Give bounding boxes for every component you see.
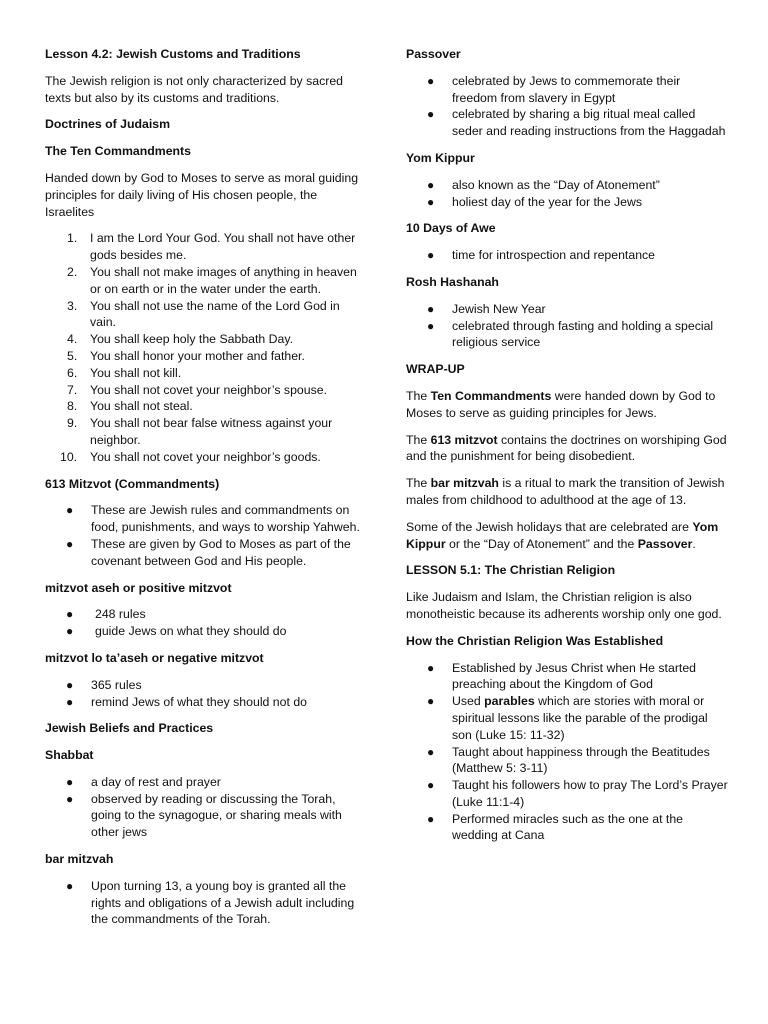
list-item [406,247,728,264]
list-number: 2. [67,264,78,279]
bullet-icon: ● [427,694,435,709]
list-number: 4. [67,332,78,347]
list-text: celebrated by sharing a big ritual meal called seder and reading instructions from the Haggadah [452,107,726,139]
list-item [406,777,728,811]
rosh-hashanah-heading: Rosh Hashanah [406,274,499,289]
list-item [406,660,728,694]
list-text: guide Jews on what they should do [95,624,287,639]
bullet-icon: ● [427,177,435,192]
wrap-up-paragraph: The 613 mitzvot contains the doctrines on worshiping God and the punishment for being disobedient. [406,432,727,464]
list-text: You shall not covet your neighbor’s goods. [90,449,321,464]
bar-mitzvah-heading: bar mitzvah [45,852,114,867]
bullet-icon: ● [427,778,435,793]
lesson-5-1-heading: LESSON 5.1: The Christian Religion [406,563,616,578]
mitzvot-list [45,502,365,569]
intro-paragraph: The Jewish religion is not only characterized by sacred texts but also by its customs and traditions. [45,73,344,105]
bullet-icon: ● [427,301,435,316]
list-item [406,106,728,140]
bullet-icon: ● [427,318,435,333]
wrap-up-paragraph: The Ten Commandments were handed down by God to Moses to serve as guiding principles for Jews. [406,388,716,420]
list-number: 9. [67,416,78,431]
list-text: Jewish New Year [452,301,546,316]
bar-mitzvah-list [45,878,365,928]
list-text: observed by reading or discussing the Torah, going to the synagogue, or sharing meals with other jews [91,791,342,840]
established-heading: How the Christian Religion Was Established [406,633,664,648]
list-text: I am the Lord Your God. You shall not have other gods besides me. [90,231,356,263]
bullet-icon: ● [66,791,74,806]
list-text: These are given by God to Moses as part of the covenant between God and His people. [91,536,351,568]
list-text: You shall not kill. [90,365,182,380]
negative-mitzvot-heading: mitzvot lo ta’aseh or negative mitzvot [45,650,264,665]
list-item [45,415,365,449]
bullet-icon: ● [66,536,74,551]
positive-mitzvot-list [45,606,365,640]
bullet-icon: ● [427,744,435,759]
list-item [45,878,365,928]
list-number: 7. [67,382,78,397]
list-text: holiest day of the year for the Jews [452,194,643,209]
list-item [45,264,365,298]
list-text: remind Jews of what they should not do [91,694,308,709]
list-item [45,449,365,466]
list-text: Taught about happiness through the Beatitudes (Matthew 5: 3-11) [452,744,710,776]
rosh-hashanah-list [406,301,728,351]
list-item [45,694,365,711]
list-item [406,177,728,194]
lesson-title: Lesson 4.2: Jewish Customs and Traditions [45,47,301,61]
list-number: 6. [67,365,78,380]
list-item [406,318,728,352]
list-number: 8. [67,399,78,414]
list-item [45,677,365,694]
bullet-icon: ● [66,774,74,789]
bullet-icon: ● [427,660,435,675]
list-item [406,811,728,845]
list-text: You shall not make images of anything in heaven or on earth or in the water under the earth. [90,264,357,296]
list-item [45,331,365,348]
list-item [45,365,365,382]
list-text: celebrated through fasting and holding a special religious service [452,318,714,350]
positive-mitzvot-heading: mitzvot aseh or positive mitzvot [45,580,232,595]
lesson-5-1-intro: Like Judaism and Islam, the Christian religion is also monotheistic because its adherents worship only one god. [406,590,722,621]
list-number: 1. [67,231,78,246]
list-item [45,230,365,264]
list-text: You shall keep holy the Sabbath Day. [90,332,294,347]
list-text: also known as the “Day of Atonement” [452,177,660,192]
bullet-icon: ● [66,624,74,639]
list-item [406,194,728,211]
established-list [406,660,728,845]
bullet-icon: ● [427,194,435,209]
list-number: 5. [67,348,78,363]
beliefs-heading: Jewish Beliefs and Practices [45,721,214,736]
list-text: Upon turning 13, a young boy is granted all the rights and obligations of a Jewish adult including the commandments of the Torah. [91,878,355,927]
list-item [406,693,728,743]
bullet-icon: ● [427,107,435,122]
list-text: Taught his followers how to pray The Lord’s Prayer (Luke 11:1-4) [452,778,728,809]
list-text: You shall not steal. [90,399,193,414]
bullet-icon: ● [66,607,74,622]
right-column [406,46,728,854]
list-text: celebrated by Jews to commemorate their freedom from slavery in Egypt [452,73,681,105]
days-of-awe-heading: 10 Days of Awe [406,221,496,236]
list-item [45,536,365,570]
list-text: These are Jewish rules and commandments on food, punishments, and ways to worship Yahweh. [91,503,360,535]
bullet-icon: ● [427,811,435,826]
list-item [45,606,365,623]
bullet-icon: ● [66,677,74,692]
shabbat-heading: Shabbat [45,748,94,763]
list-item [406,301,728,318]
list-text: Performed miracles such as the one at the wedding at Cana [452,811,684,843]
days-of-awe-list [406,247,728,264]
list-number: 3. [67,298,78,313]
left-column [45,46,365,938]
wrap-up-paragraph: The bar mitzvah is a ritual to mark the transition of Jewish males from childhood to adulthood at the age of 13. [406,476,725,507]
ten-commandments-heading: The Ten Commandments [45,144,191,159]
bullet-icon: ● [66,878,74,893]
list-item [45,623,365,640]
list-item [45,382,365,399]
passover-list [406,73,728,140]
bullet-icon: ● [66,503,74,518]
negative-mitzvot-list [45,677,365,711]
list-item [45,791,365,841]
doctrines-heading: Doctrines of Judaism [45,117,171,132]
list-item [45,298,365,332]
yom-kippur-list [406,177,728,211]
list-text: Established by Jesus Christ when He started preaching about the Kingdom of God [452,660,697,692]
list-text: You shall not use the name of the Lord God in vain. [90,298,340,330]
list-text: time for introspection and repentance [452,248,656,263]
list-item [45,348,365,365]
list-text: You shall honor your mother and father. [90,348,305,363]
commandments-list [45,230,365,465]
wrap-up-paragraph: Some of the Jewish holidays that are celebrated are Yom Kippur or the “Day of Atonement” and the Passover. [406,519,719,551]
ten-commandments-intro: Handed down by God to Moses to serve as moral guiding principles for daily living of His chosen people, the Israelites [45,170,359,219]
list-text: Used parables which are stories with moral or spiritual lessons like the parable of the prodigal son (Luke 15: 11-32) [452,694,708,742]
wrap-up-heading: WRAP-UP [406,362,465,377]
list-text: 365 rules [91,677,142,692]
list-text: a day of rest and prayer [91,774,221,789]
list-text: You shall not bear false witness against your neighbor. [90,416,333,447]
list-text: 248 rules [95,607,146,622]
yom-kippur-heading: Yom Kippur [406,150,475,165]
shabbat-list [45,774,365,841]
list-item [406,744,728,778]
list-item [406,73,728,107]
list-item [45,502,365,536]
mitzvot-heading: 613 Mitzvot (Commandments) [45,476,220,491]
list-number: 10. [60,449,78,464]
bullet-icon: ● [66,694,74,709]
bullet-icon: ● [427,73,435,88]
passover-heading: Passover [406,47,461,61]
list-item [45,774,365,791]
list-text: You shall not covet your neighbor’s spouse. [90,382,327,397]
bullet-icon: ● [427,248,435,263]
list-item [45,398,365,415]
